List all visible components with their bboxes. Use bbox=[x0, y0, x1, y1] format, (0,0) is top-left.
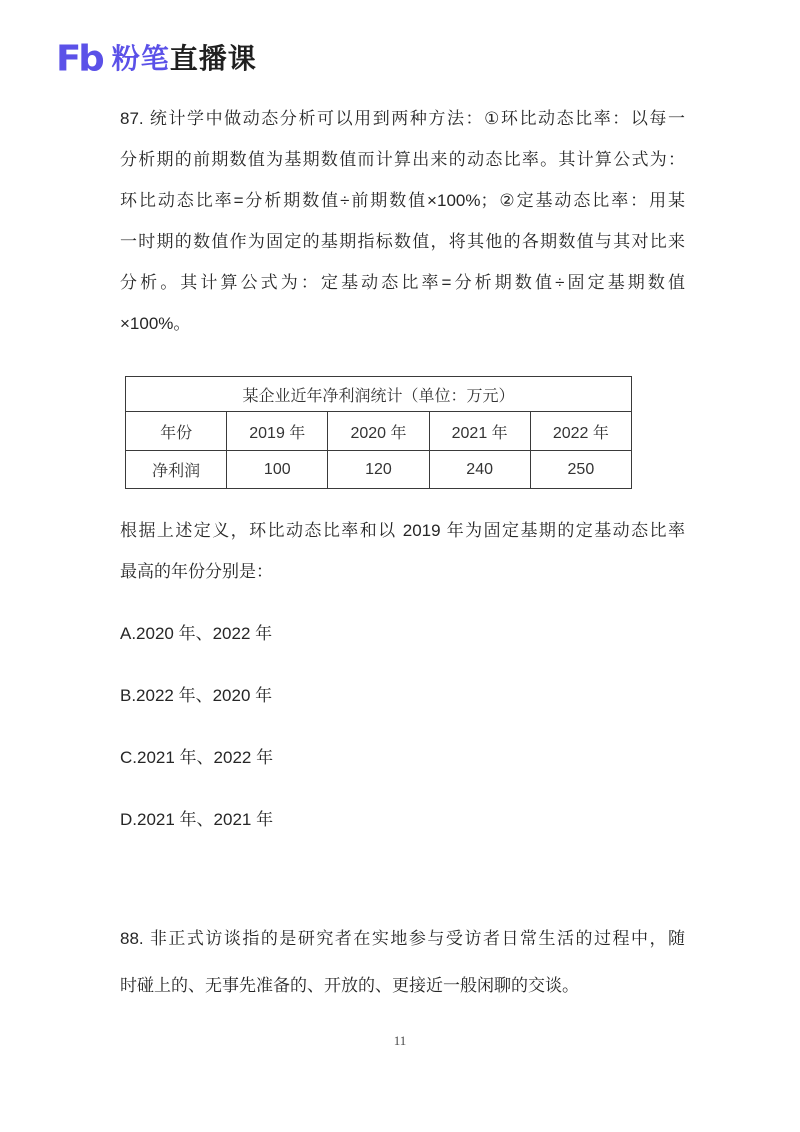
table-title: 某企业近年净利润统计（单位：万元） bbox=[126, 377, 632, 412]
q87-text-line-3: 环比动态比率=分析期数值÷前期数值×100%；②定基动态比率：用某 bbox=[120, 191, 685, 210]
table-row-label: 净利润 bbox=[126, 451, 227, 489]
page-number: 11 bbox=[393, 1033, 407, 1048]
table-value-2019: 100 bbox=[227, 451, 328, 489]
option-b: B.2022 年、2020 年 bbox=[120, 686, 273, 705]
brand-name-primary: 粉笔 bbox=[111, 42, 170, 74]
table-header-2021: 2021 年 bbox=[429, 412, 530, 451]
table-data-row bbox=[126, 451, 632, 489]
q87-text-line-6: ×100%。 bbox=[120, 314, 191, 333]
table-header-2022: 2022 年 bbox=[530, 412, 631, 451]
table-header-row bbox=[126, 412, 632, 451]
q87-options bbox=[120, 613, 685, 840]
q88-paragraph bbox=[120, 915, 685, 1009]
question-content bbox=[120, 98, 685, 1009]
brand-name-secondary: 直播课 bbox=[169, 42, 257, 74]
brand-name bbox=[112, 42, 257, 76]
table-header-year: 年份 bbox=[126, 412, 227, 451]
q87-text-line-5: 分析。其计算公式为：定基动态比率=分析期数值÷固定基期数值 bbox=[120, 273, 685, 292]
table-value-2020: 120 bbox=[328, 451, 429, 489]
brand-logo bbox=[56, 40, 257, 77]
fenbi-logo-icon: Fb bbox=[56, 38, 102, 79]
q87-definition-paragraph bbox=[120, 98, 685, 344]
net-profit-table bbox=[125, 376, 632, 489]
q87-stem-line-1: 根据上述定义，环比动态比率和以 2019 年为固定基期的定基动态比率 bbox=[120, 521, 685, 540]
q88-text-line-1: 88. 非正式访谈指的是研究者在实地参与受访者日常生活的过程中，随 bbox=[120, 929, 685, 948]
table-header-2020: 2020 年 bbox=[328, 412, 429, 451]
option-d: D.2021 年、2021 年 bbox=[120, 810, 274, 829]
option-c: C.2021 年、2022 年 bbox=[120, 748, 274, 767]
table-title-row bbox=[126, 377, 632, 412]
q87-text-line-2: 分析期的前期数值为基期数值而计算出来的动态比率。其计算公式为： bbox=[120, 150, 685, 169]
q87-stem-line-2: 最高的年份分别是： bbox=[120, 562, 273, 581]
table-value-2022: 250 bbox=[530, 451, 631, 489]
option-a: A.2020 年、2022 年 bbox=[120, 624, 273, 643]
q88-text-line-2: 时碰上的、无事先准备的、开放的、更接近一般闲聊的交谈。 bbox=[120, 976, 579, 995]
q87-question-stem bbox=[120, 510, 685, 592]
q87-text-line-1: 87. 统计学中做动态分析可以用到两种方法：①环比动态比率：以每一 bbox=[120, 109, 685, 128]
table-header-2019: 2019 年 bbox=[227, 412, 328, 451]
q87-text-line-4: 一时期的数值作为固定的基期指标数值，将其他的各期数值与其对比来 bbox=[120, 232, 685, 251]
table-value-2021: 240 bbox=[429, 451, 530, 489]
